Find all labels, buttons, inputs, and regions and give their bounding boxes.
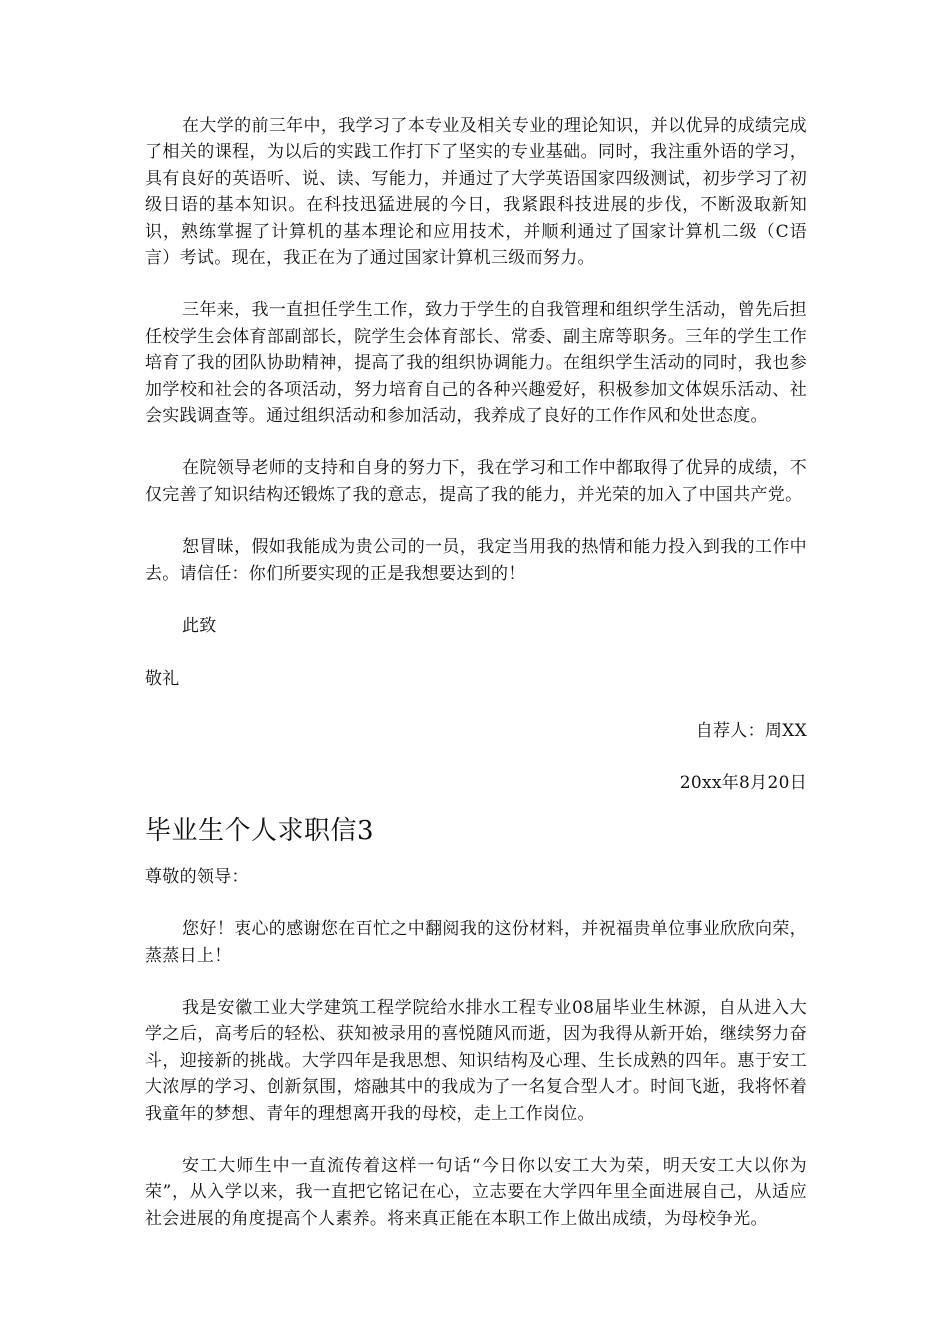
document-page bbox=[145, 113, 807, 1232]
letter-a-paragraph-3: 在院领导老师的支持和自身的努力下，我在学习和工作中都取得了优异的成绩，不仅完善了知识结构还锻炼了我的意志，提高了我的能力，并光荣的加入了中国共产党。 bbox=[145, 458, 807, 505]
signature: 自荐人：周XX bbox=[695, 720, 807, 741]
letter-b-paragraph-2: 我是安徽工业大学建筑工程学院给水排水工程专业08届毕业生林源，自从进入大学之后，高考后的轻松、获知被录用的喜悦随风而逝，因为我得从新开始，继续努力奋斗，迎接新的挑战。大学四年是我思想、知识结构及心理、生长成熟的四年。惠于安工大浓厚的学习、创新氛围，熔融其中的我成为了一名复合型人才。时间飞逝，我将怀着我童年的梦想、青年的理想离开我的母校，走上工作岗位。 bbox=[145, 997, 807, 1124]
letter-b-paragraph-1: 您好！衷心的感谢您在百忙之中翻阅我的这份材料，并祝福贵单位事业欣欣向荣，蒸蒸日上！ bbox=[145, 919, 807, 966]
section-heading: 毕业生个人求职信3 bbox=[145, 815, 375, 846]
letter-a-paragraph-1: 在大学的前三年中，我学习了本专业及相关专业的理论知识，并以优异的成绩完成了相关的课程，为以后的实践工作打下了坚实的专业基础。同时，我注重外语的学习，具有良好的英语听、说、读、写能力，并通过了大学英语国家四级测试，初步学习了初级日语的基本知识。在科技迅猛进展的今日，我紧跟科技进展的步伐，不断汲取新知识，熟练掌握了计算机的基本理论和应用技术，并顺利通过了国家计算机二级（C语言）考试。现在，我正在为了通过国家计算机三级而努力。 bbox=[145, 116, 807, 269]
letter-date: 20xx年8月20日 bbox=[679, 773, 807, 794]
letter-b-paragraph-3: 安工大师生中一直流传着这样一句话“今日你以安工大为荣，明天安工大以你为荣”，从入学以来，我一直把它铭记在心，立志要在大学四年里全面进展自己，从适应社会进展的角度提高个人素养。将来真正能在本职工作上做出成绩，为母校争光。 bbox=[145, 1155, 807, 1229]
salutation: 尊敬的领导： bbox=[145, 866, 249, 887]
letter-a-paragraph-4: 恕冒昧，假如我能成为贵公司的一员，我定当用我的热情和能力投入到我的工作中去。请信任：你们所要实现的正是我想要达到的！ bbox=[145, 537, 807, 584]
closing-line-2: 敬礼 bbox=[145, 668, 180, 689]
closing-line-1: 此致 bbox=[182, 616, 217, 637]
letter-a-paragraph-2: 三年来，我一直担任学生工作，致力于学生的自我管理和组织学生活动，曾先后担任校学生会体育部副部长，院学生会体育部长、常委、副主席等职务。三年的学生工作培育了我的团队协助精神，提高了我的组织协调能力。在组织学生活动的同时，我也参加学校和社会的各项活动，努力培育自己的各种兴趣爱好，积极参加文体娱乐活动、社会实践调查等。通过组织活动和参加活动，我养成了良好的工作作风和处世态度。 bbox=[145, 300, 807, 427]
